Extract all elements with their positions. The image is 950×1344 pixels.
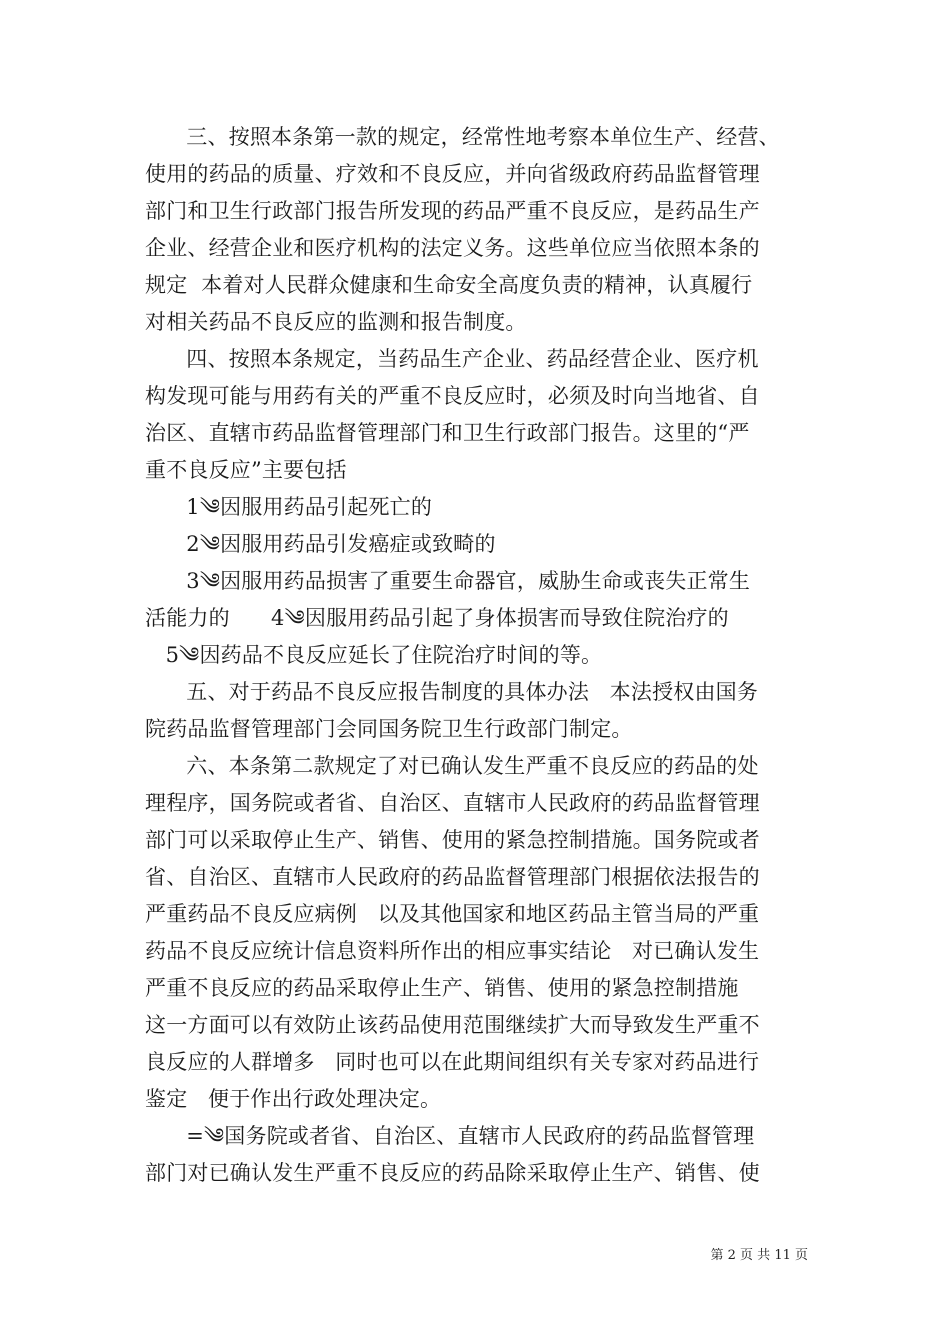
text-line: 鉴定 便于作出行政处理决定。 xyxy=(145,1087,442,1111)
text-line: 重不良反应”主要包括 xyxy=(145,458,347,482)
text-line: 治区、直辖市药品监督管理部门和卫生行政部门报告。这里的“严 xyxy=(145,421,750,445)
text-line: 严重不良反应的药品采取停止生产、销售、使用的紧急控制措施 xyxy=(145,976,739,1000)
text-line: 部门和卫生行政部门报告所发现的药品严重不良反应，是药品生产 xyxy=(145,199,760,223)
text-line: 2༄因服用药品引发癌症或致畸的 xyxy=(145,532,496,556)
text-line: 使用的药品的质量、疗效和不良反应，并向省级政府药品监督管理 xyxy=(145,162,760,186)
text-line: 省、自治区、直辖市人民政府的药品监督管理部门根据依法报告的 xyxy=(145,865,760,889)
text-line: 三、按照本条第一款的规定，经常性地考察本单位生产、经营、 xyxy=(145,125,780,149)
text-line: 构发现可能与用药有关的严重不良反应时，必须及时向当地省、自 xyxy=(145,384,760,408)
text-line: 部门对已确认发生严重不良反应的药品除采取停止生产、销售、使 xyxy=(145,1161,760,1185)
page-number-footer: 第 2 页 共 11 页 xyxy=(710,1248,808,1263)
text-line: 严重药品不良反应病例 以及其他国家和地区药品主管当局的严重 xyxy=(145,902,760,926)
text-line: 部门可以采取停止生产、销售、使用的紧急控制措施。国务院或者 xyxy=(145,828,760,852)
text-line: 对相关药品不良反应的监测和报告制度。 xyxy=(145,310,527,334)
text-line: 药品不良反应统计信息资料所作出的相应事实结论 对已确认发生 xyxy=(145,939,760,963)
text-line: 5༄因药品不良反应延长了住院治疗时间的等。 xyxy=(145,643,603,667)
text-line: 六、本条第二款规定了对已确认发生严重不良反应的药品的处 xyxy=(145,754,759,778)
text-line: 这一方面可以有效防止该药品使用范围继续扩大而导致发生严重不 xyxy=(145,1013,760,1037)
text-line: 四、按照本条规定，当药品生产企业、药品经营企业、医疗机 xyxy=(145,347,759,371)
text-line: 院药品监督管理部门会同国务院卫生行政部门制定。 xyxy=(145,717,633,741)
text-line: 五、对于药品不良反应报告制度的具体办法 本法授权由国务 xyxy=(145,680,759,704)
text-line: 理程序，国务院或者省、自治区、直辖市人民政府的药品监督管理 xyxy=(145,791,760,815)
text-line: 良反应的人群增多 同时也可以在此期间组织有关专家对药品进行 xyxy=(145,1050,760,1074)
text-line: 企业、经营企业和医疗机构的法定义务。这些单位应当依照本条的 xyxy=(145,236,760,260)
text-line: 规定 本着对人民群众健康和生命安全高度负责的精神，认真履行 xyxy=(145,273,753,297)
text-line: 活能力的 4༄因服用药品引起了身体损害而导致住院治疗的 xyxy=(145,606,729,630)
text-line: =༄国务院或者省、自治区、直辖市人民政府的药品监督管理 xyxy=(145,1124,755,1148)
text-line: 1༄因服用药品引起死亡的 xyxy=(145,495,433,519)
text-line: 3༄因服用药品损害了重要生命器官，威胁生命或丧失正常生 xyxy=(145,569,751,593)
